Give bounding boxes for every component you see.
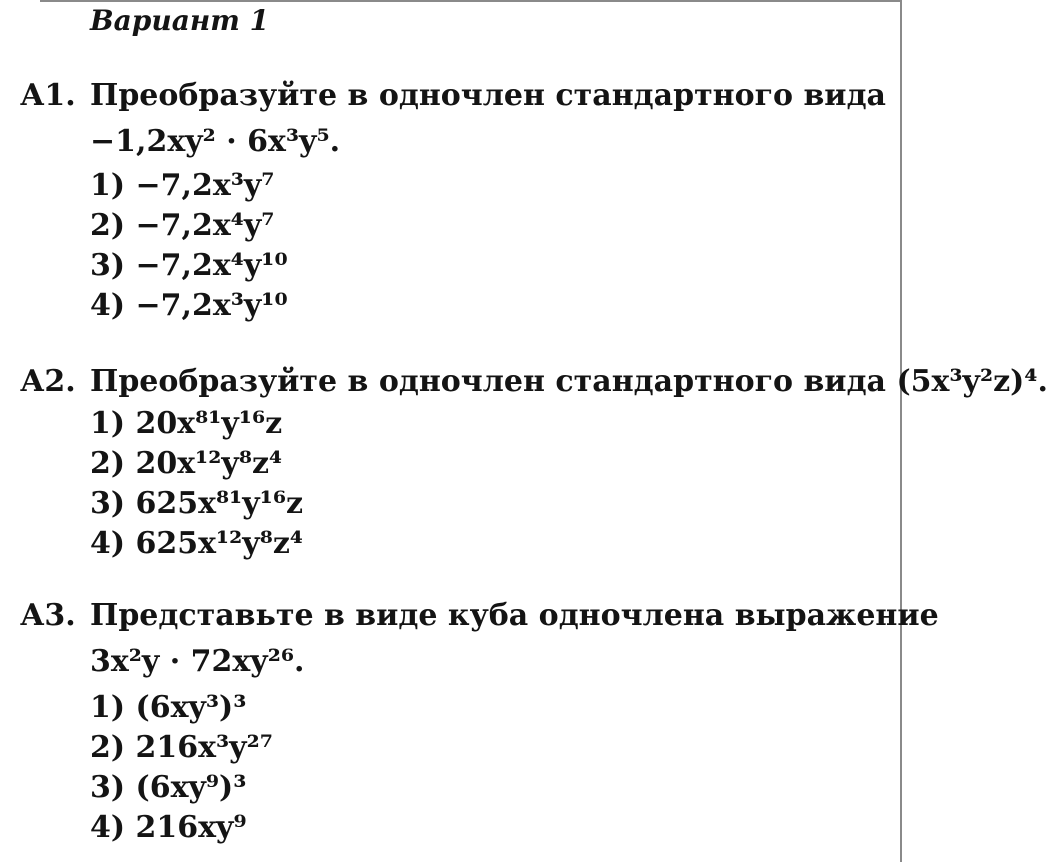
page-border-right xyxy=(900,0,902,862)
option-a3-2: 2) 216x³y²⁷ xyxy=(90,730,273,765)
option-a1-1: 1) −7,2x³y⁷ xyxy=(90,168,275,203)
page-border-top xyxy=(40,0,902,2)
option-a1-2: 2) −7,2x⁴y⁷ xyxy=(90,208,275,243)
question-text-a1: Преобразуйте в одночлен стандартного вида xyxy=(90,78,886,113)
question-number-a3: А3. xyxy=(20,598,76,633)
option-a3-3: 3) (6xy⁹)³ xyxy=(90,770,247,805)
question-text-a2: Преобразуйте в одночлен стандартного вида (5x³y²z)⁴. xyxy=(90,364,1048,399)
option-a2-4: 4) 625x¹²y⁸z⁴ xyxy=(90,526,304,561)
option-a2-3: 3) 625x⁸¹y¹⁶z xyxy=(90,486,304,521)
question-expression-a3: 3x²y · 72xy²⁶. xyxy=(90,644,305,679)
option-a3-1: 1) (6xy³)³ xyxy=(90,690,247,725)
question-number-a2: А2. xyxy=(20,364,76,399)
option-a1-4: 4) −7,2x³y¹⁰ xyxy=(90,288,288,323)
variant-title: Вариант 1 xyxy=(90,4,270,37)
question-expression-a1: −1,2xy² · 6x³y⁵. xyxy=(90,124,341,159)
question-text-a3: Представьте в виде куба одночлена выражение xyxy=(90,598,939,633)
option-a3-4: 4) 216xy⁹ xyxy=(90,810,247,845)
question-number-a1: А1. xyxy=(20,78,76,113)
option-a2-2: 2) 20x¹²y⁸z⁴ xyxy=(90,446,283,481)
option-a2-1: 1) 20x⁸¹y¹⁶z xyxy=(90,406,283,441)
option-a1-3: 3) −7,2x⁴y¹⁰ xyxy=(90,248,288,283)
